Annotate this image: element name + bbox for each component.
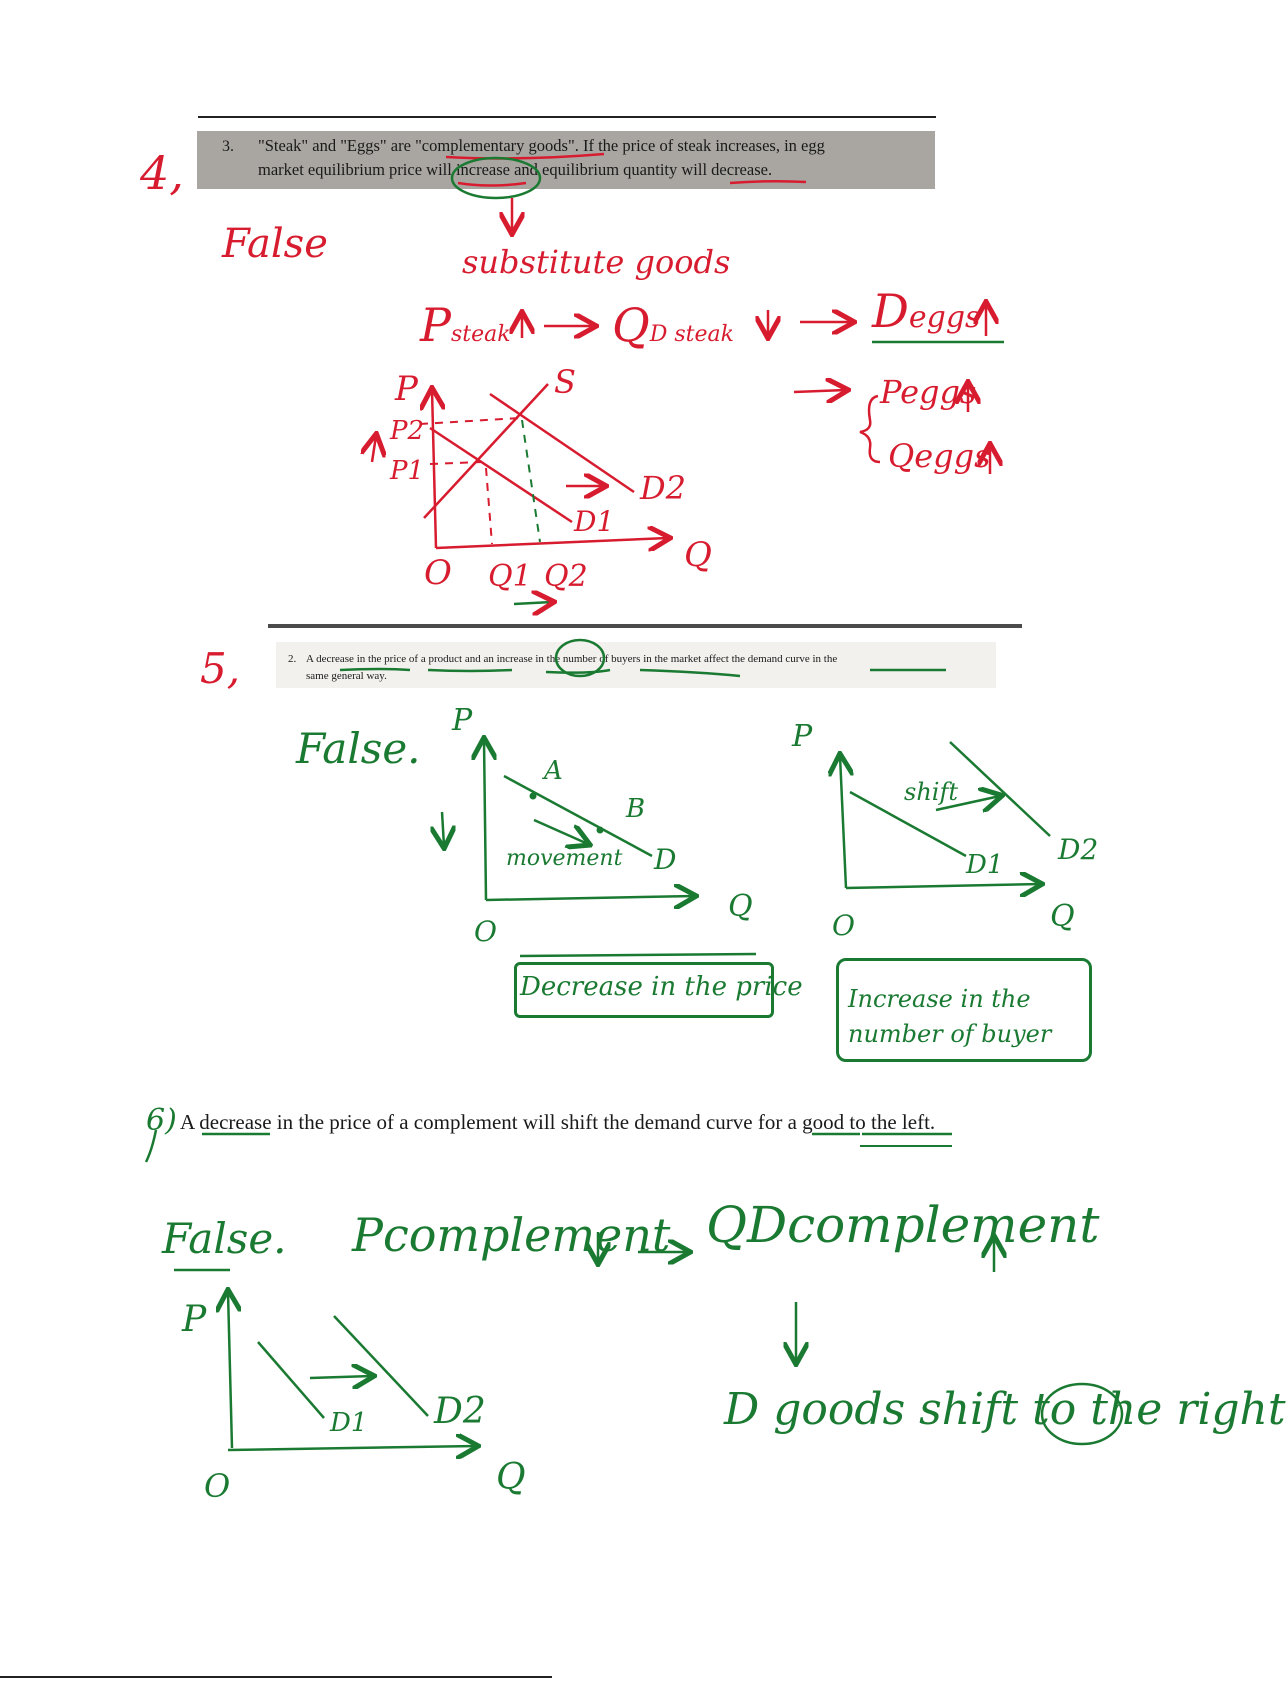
- q6-graph-x-label: Q: [496, 1457, 526, 1498]
- q5-right-d2-line: [950, 742, 1050, 836]
- q5-right-box-text: Increase in the number of buyer: [848, 985, 1052, 1048]
- q6-graph-y-label: P: [182, 1299, 207, 1340]
- q4-graph-x-axis: [436, 538, 668, 548]
- q4-statement-line2: market equilibrium price will increase and equilibrium quantity will decrease.: [258, 160, 773, 179]
- q4-graph-p2: P2: [390, 416, 425, 446]
- q5-left-price-down-arrow: [442, 812, 444, 846]
- q6-graph-d2: D2: [434, 1391, 486, 1432]
- q4-brace: [860, 396, 880, 462]
- q5-right-shift-arrow: [936, 796, 1000, 810]
- q5-index: 2.: [288, 653, 297, 665]
- q5-underline-decrease: [340, 669, 410, 670]
- q5-left-x-axis: [486, 896, 694, 900]
- q5-left-annotation: movement: [506, 846, 623, 871]
- q4-result-q: Qeggs: [888, 437, 991, 475]
- q4-index: 3.: [222, 138, 234, 155]
- q4-graph-q2: Q2: [544, 559, 588, 594]
- q6-graph-shift-arrow: [310, 1376, 372, 1378]
- q4-graph-supply-line: [424, 384, 548, 518]
- q6-conclusion: D goods shift to the right: [724, 1384, 1286, 1435]
- q4-graph-q2-dash: [522, 420, 540, 542]
- q4-graph-x-label: Q: [684, 535, 712, 575]
- q6-chain-q: QDcomplement: [706, 1196, 1100, 1254]
- q5-left-demand-line: [504, 776, 652, 856]
- q6-graph-d2-line: [334, 1316, 428, 1416]
- q6-answer: False.: [162, 1214, 287, 1263]
- q4-number: 4,: [140, 146, 184, 200]
- q5-left-movement-arrow: [534, 820, 588, 844]
- q5-underline-price: [428, 670, 512, 671]
- q6-graph-x-axis: [228, 1446, 476, 1450]
- q5-right-origin: O: [832, 909, 855, 942]
- q5-right-d1: D1: [966, 850, 1004, 880]
- q6-number-tail: [146, 1130, 156, 1162]
- q6-graph-origin: O: [204, 1467, 231, 1505]
- q5-answer: False.: [296, 724, 421, 773]
- q4-underline-increase: [458, 183, 526, 186]
- q5-statement-line1: A decrease in the price of a product and an increase in the number of buyers in the market affect the demand curve in the: [306, 653, 838, 665]
- q6-statement: A decrease in the price of a complement will shift the demand curve for a good to the left.: [180, 1110, 936, 1134]
- q4-correction: substitute goods: [462, 243, 731, 281]
- q4-result-p: Peggs: [880, 373, 977, 411]
- q5-left-y-label: P: [452, 703, 473, 738]
- q5-statement-line2: same general way.: [306, 670, 387, 682]
- q4-chain-d-sub: eggs: [908, 300, 981, 335]
- q6-circle-right: [1042, 1384, 1122, 1444]
- q5-right-annotation: shift: [904, 778, 958, 806]
- q4-graph-origin: O: [424, 553, 452, 593]
- q5-right-y-label: P: [792, 719, 813, 754]
- q4-graph-d2-line: [490, 394, 634, 492]
- q6-graph-d1: D1: [330, 1408, 368, 1438]
- q4-underline-decrease: [730, 181, 806, 183]
- q4-graph-y-axis: [432, 390, 436, 548]
- q4-graph-d1: D1: [574, 505, 615, 538]
- q4-graph-price-up-arrow: [372, 436, 376, 462]
- q6-graph-y-axis: [228, 1292, 232, 1448]
- q4-graph-y-label: P: [395, 369, 418, 409]
- q4-underline-complementary: [446, 154, 604, 158]
- q4-chain-q-sub: D steak: [649, 322, 734, 347]
- q4-circle-increase: [452, 158, 540, 198]
- q4-chain-p-sub: steak: [450, 322, 511, 347]
- q5-left-point-a: A: [544, 756, 563, 786]
- q4-graph-supply: S: [554, 363, 576, 401]
- q4-chain-q-letter: Q: [612, 298, 650, 352]
- q5-circle-in: [556, 640, 604, 676]
- q6-chain-p: Pcomplement: [352, 1208, 671, 1262]
- q4-graph-p1: P1: [390, 456, 425, 486]
- q5-left-y-axis: [484, 740, 486, 900]
- q4-graph-d1-line: [430, 428, 572, 522]
- q6-graph-d1-line: [258, 1342, 324, 1418]
- q4-answer: False: [222, 221, 328, 267]
- q4-graph-q1: Q1: [488, 559, 532, 594]
- q6-number: 6): [146, 1103, 177, 1138]
- q5-left-point-b-dot: [597, 827, 604, 834]
- q5-left-x-label: Q: [728, 889, 753, 924]
- q5-left-point-a-dot: [530, 793, 537, 800]
- q5-underline-buyers: [640, 670, 740, 676]
- q5-left-box-text: Decrease in the price: [520, 972, 803, 1002]
- q5-right-d1-line: [850, 792, 966, 856]
- q4-chain-d-letter: D: [872, 284, 909, 338]
- q4-graph-p2-dash: [420, 418, 520, 424]
- q5-right-y-axis: [840, 756, 846, 888]
- q5-number: 5,: [200, 644, 241, 693]
- q4-graph-q-shift-arrow: [514, 602, 552, 604]
- q4-chain-p-letter: P: [420, 298, 451, 352]
- q4-chain-arrow-3: [794, 390, 846, 392]
- q5-left-point-b: B: [626, 794, 646, 824]
- q5-left-curve: D: [654, 843, 677, 876]
- q5-right-d2: D2: [1058, 833, 1099, 866]
- q4-graph-d2: D2: [640, 469, 687, 507]
- q5-line-above-left-box: [520, 954, 756, 956]
- q5-right-x-axis: [846, 884, 1040, 888]
- q5-left-origin: O: [474, 915, 497, 948]
- q5-right-x-label: Q: [1050, 899, 1075, 934]
- q4-statement-line1: "Steak" and "Eggs" are "complementary goods". If the price of steak increases, in egg: [258, 136, 825, 155]
- q4-graph-q1-dash: [486, 468, 492, 544]
- q5-underline-increase: [546, 670, 610, 673]
